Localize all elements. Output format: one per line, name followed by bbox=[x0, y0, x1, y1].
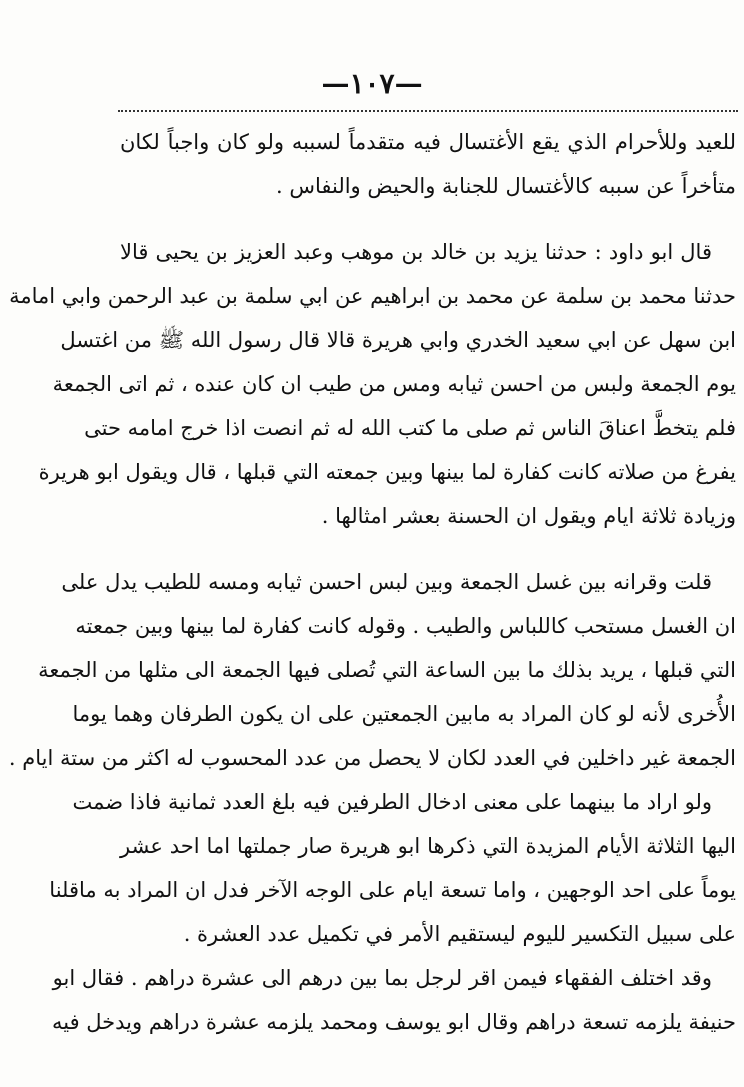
paragraph-gap bbox=[120, 538, 736, 560]
paragraph-gap bbox=[120, 208, 736, 230]
text-line: ان الغسل مستحب كاللباس والطيب . وقوله كانت كفارة لما بينها وبين جمعته bbox=[75, 614, 736, 638]
paragraph bbox=[51, 956, 736, 1044]
page-number: —١٠٧— bbox=[321, 67, 423, 100]
text-line: ولو اراد ما بينهما على معنى ادخال الطرفين فيه بلغ العدد ثمانية فاذا ضمت bbox=[72, 790, 712, 814]
text-line: وزيادة ثلاثة ايام ويقول ان الحسنة بعشر امثالها . bbox=[321, 504, 736, 528]
text-line: التي قبلها ، يريد بذلك ما بين الساعة التي تُصلى فيها الجمعة الى مثلها من الجمعة bbox=[38, 658, 736, 682]
text-line: على سبيل التكسير لليوم ليستقيم الأمر في تكميل عدد العشرة . bbox=[183, 922, 736, 946]
paragraph bbox=[49, 780, 736, 956]
text-line: ابن سهل عن ابي سعيد الخدري وابي هريرة قالا قال رسول الله ﷺ من اغتسل bbox=[60, 328, 736, 352]
text-line: فلم يتخطَّ اعناقَ الناس ثم صلى ما كتب الله له ثم انصت اذا خرج امامه حتى bbox=[84, 416, 736, 440]
paragraph bbox=[8, 560, 736, 780]
paragraph bbox=[9, 230, 736, 538]
text-line: اليها الثلاثة الأيام المزيدة التي ذكرها ابو هريرة صار جملتها اما احد عشر bbox=[120, 834, 736, 858]
text-line: يوم الجمعة ولبس من احسن ثيابه ومس من طيب ان كان عنده ، ثم اتى الجمعة bbox=[52, 372, 736, 396]
text-line: للعيد وللأحرام الذي يقع الأغتسال فيه متقدماً لسببه ولو كان واجباً لكان bbox=[120, 130, 736, 154]
text-line: متأخراً عن سببه كالأغتسال للجنابة والحيض والنفاس . bbox=[275, 174, 736, 198]
text-line: قلت وقرانه بين غسل الجمعة وبين لبس احسن ثيابه ومسه للطيب يدل على bbox=[61, 570, 712, 594]
text-line: يوماً على احد الوجهين ، واما تسعة ايام على الوجه الآخر فدل ان المراد به ماقلنا bbox=[49, 878, 736, 902]
header-divider bbox=[118, 110, 738, 112]
text-line: حدثنا محمد بن سلمة عن محمد بن ابراهيم عن ابي سلمة بن عبد الرحمن وابي امامة bbox=[9, 284, 736, 308]
text-line: حنيفة يلزمه تسعة دراهم وقال ابو يوسف ومحمد يلزمه عشرة دراهم ويدخل فيه bbox=[51, 1010, 736, 1034]
text-line: الأُخرى لأنه لو كان المراد به مابين الجمعتين على ان يكون الطرفان وهما يوما bbox=[72, 702, 736, 726]
text-line: يفرغ من صلاته كانت كفارة لما بينها وبين جمعته التي قبلها ، قال ويقول ابو هريرة bbox=[38, 460, 736, 484]
text-line: وقد اختلف الفقهاء فيمن اقر لرجل بما بين درهم الى عشرة دراهم . فقال ابو bbox=[52, 966, 712, 990]
paragraph bbox=[120, 120, 736, 208]
text-line: قال ابو داود : حدثنا يزيد بن خالد بن موهب وعبد العزيز بن يحيى قالا bbox=[120, 240, 712, 264]
page-body bbox=[8, 120, 736, 1044]
text-line: الجمعة غير داخلين في العدد لكان لا يحصل من عدد المحسوب له اكثر من ستة ايام . bbox=[8, 746, 736, 770]
